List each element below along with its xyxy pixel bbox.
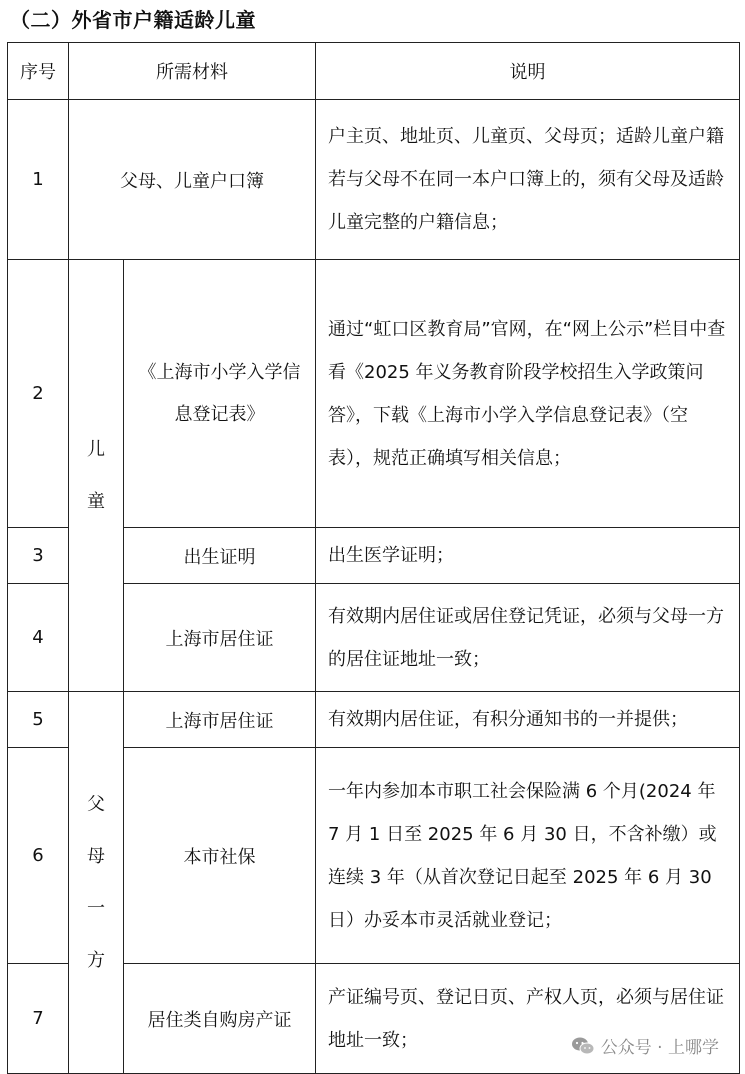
row-desc: 通过“虹口区教育局”官网，在“网上公示”栏目中查看《2025 年义务教育阶段学校招生入学政策问答》，下载《上海市小学入学信息登记表》（空表），规范正确填写相关信息；	[316, 260, 740, 528]
row-seq: 7	[8, 964, 69, 1074]
row-seq: 5	[8, 692, 69, 748]
row-seq: 1	[8, 100, 69, 260]
materials-table	[7, 42, 740, 1074]
header-materials: 所需材料	[69, 43, 316, 100]
watermark	[571, 1033, 719, 1058]
row-material: 上海市居住证	[124, 692, 316, 748]
table-row	[8, 100, 740, 260]
wechat-icon	[571, 1036, 595, 1056]
row-seq: 6	[8, 748, 69, 964]
group-child-label: 儿童	[87, 438, 105, 512]
row-material: 父母、儿童户口簿	[69, 100, 316, 260]
row-material: 本市社保	[124, 748, 316, 964]
row-material: 上海市居住证	[124, 584, 316, 692]
row-desc: 一年内参加本市职工社会保险满 6 个月(2024 年 7 月 1 日至 2025 年 6 月 30 日，不含补缴）或连续 3 年（从首次登记日起至 2025 年 6 月 30 日）办妥本市灵活就业登记；	[316, 748, 740, 964]
header-desc: 说明	[316, 43, 740, 100]
table-row	[8, 260, 740, 528]
row-desc: 出生医学证明；	[316, 528, 740, 584]
header-seq: 序号	[8, 43, 69, 100]
section-heading: （二）外省市户籍适龄儿童	[10, 8, 256, 32]
row-desc: 有效期内居住证，有积分通知书的一并提供；	[316, 692, 740, 748]
row-desc: 有效期内居住证或居住登记凭证，必须与父母一方的居住证地址一致；	[316, 584, 740, 692]
row-material: 居住类自购房产证	[124, 964, 316, 1074]
table-row	[8, 692, 740, 748]
row-seq: 2	[8, 260, 69, 528]
group-child	[69, 260, 124, 692]
row-seq: 3	[8, 528, 69, 584]
row-material: 出生证明	[124, 528, 316, 584]
row-seq: 4	[8, 584, 69, 692]
table-header-row	[8, 43, 740, 100]
row-desc: 产证编号页、登记日页、产权人页，必须与居住证地址一致；	[316, 964, 740, 1074]
watermark-text: 公众号 · 上哪学	[600, 1038, 719, 1058]
row-material: 《上海市小学入学信息登记表》	[124, 260, 316, 528]
row-desc: 户主页、地址页、儿童页、父母页；适龄儿童户籍若与父母不在同一本户口簿上的，须有父母及适龄儿童完整的户籍信息；	[316, 100, 740, 260]
group-parent-label: 父母一方	[87, 793, 105, 971]
group-parent	[69, 692, 124, 1074]
